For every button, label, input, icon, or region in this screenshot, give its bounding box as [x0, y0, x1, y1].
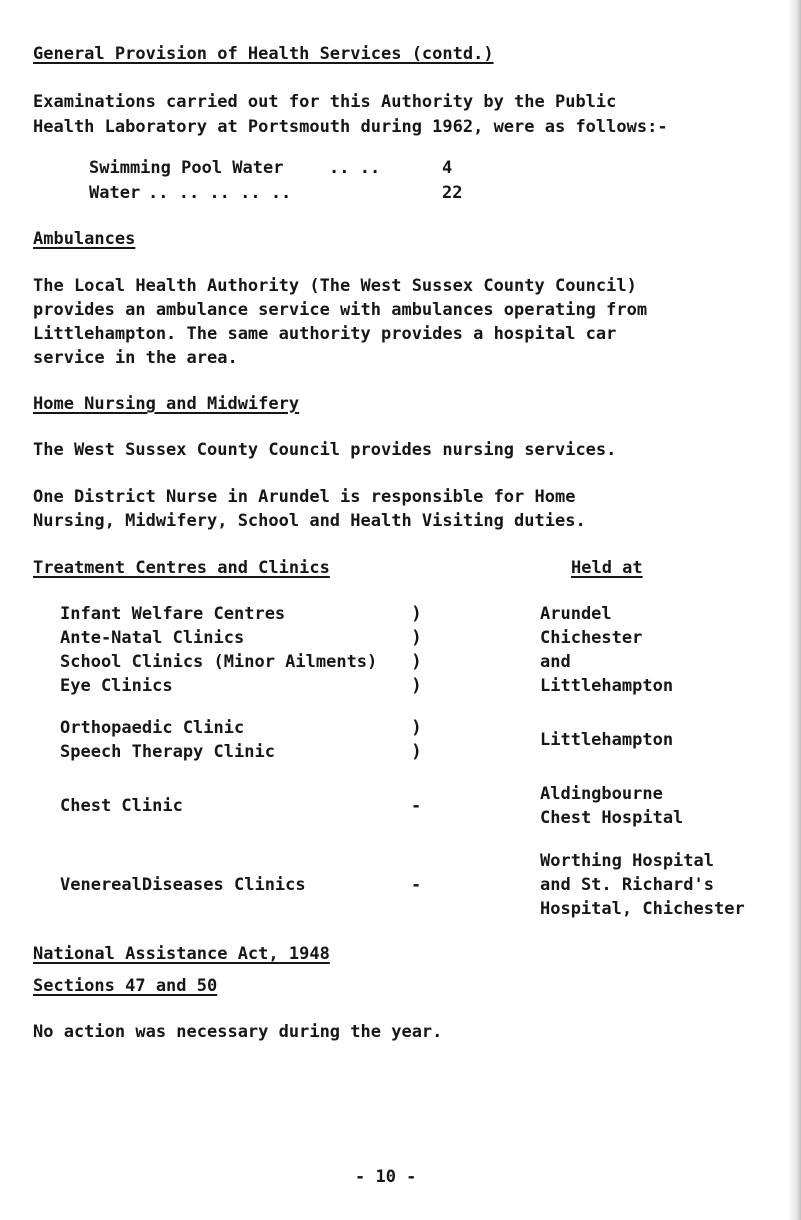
- clinic-location: Littlehampton: [540, 676, 674, 696]
- clinic-location: Chichester: [540, 628, 643, 648]
- page-number: - 10 -: [355, 1167, 417, 1187]
- home-nursing-heading: Home Nursing and Midwifery: [33, 394, 300, 414]
- clinic-location: Chest Hospital: [540, 808, 684, 828]
- page-title: General Provision of Health Services (contd.): [33, 44, 494, 64]
- clinic-item: Speech Therapy Clinic: [60, 742, 275, 762]
- bracket-mark: ): [411, 627, 422, 648]
- page-edge-shadow: [787, 0, 801, 1220]
- clinic-location: Hospital, Chichester: [540, 899, 745, 919]
- clinic-location: and St. Richard's: [540, 875, 714, 895]
- ambulances-line-3: Littlehampton. The same authority provides a hospital car: [33, 324, 617, 344]
- examination-item-dots: .. .. .. .. ..: [148, 183, 292, 203]
- held-at-heading: Held at: [571, 558, 643, 578]
- ambulances-line-2: provides an ambulance service with ambulances operating from: [33, 300, 648, 320]
- dash-mark: -: [411, 875, 422, 895]
- clinic-item: Infant Welfare Centres: [60, 604, 286, 624]
- national-assistance-text: No action was necessary during the year.: [33, 1022, 443, 1042]
- bracket-mark: ): [411, 717, 422, 738]
- clinic-item: School Clinics (Minor Ailments): [60, 652, 378, 672]
- clinic-location: Littlehampton: [540, 730, 674, 750]
- clinic-item: VenerealDiseases Clinics: [60, 875, 306, 895]
- clinic-item: Eye Clinics: [60, 676, 173, 696]
- bracket-mark: ): [411, 651, 422, 672]
- clinic-location: Aldingbourne: [540, 784, 663, 804]
- ambulances-line-1: The Local Health Authority (The West Sussex County Council): [33, 276, 637, 296]
- examination-item-count: 4: [442, 158, 453, 178]
- home-nursing-para-1: The West Sussex County Council provides nursing services.: [33, 440, 617, 460]
- clinic-location: Worthing Hospital: [540, 851, 714, 871]
- home-nursing-para-2-line-1: One District Nurse in Arundel is responsible for Home: [33, 487, 576, 507]
- bracket-mark: ): [411, 675, 422, 696]
- ambulances-line-4: service in the area.: [33, 348, 238, 368]
- clinic-item: Ante-Natal Clinics: [60, 628, 245, 648]
- home-nursing-para-2-line-2: Nursing, Midwifery, School and Health Visiting duties.: [33, 511, 586, 531]
- dash-mark: -: [411, 796, 422, 816]
- clinic-location: Arundel: [540, 604, 612, 624]
- clinic-item: Chest Clinic: [60, 796, 183, 816]
- clinic-item: Orthopaedic Clinic: [60, 718, 245, 738]
- examinations-intro-line-1: Examinations carried out for this Authority by the Public: [33, 92, 617, 112]
- examinations-intro-line-2: Health Laboratory at Portsmouth during 1962, were as follows:-: [33, 117, 668, 137]
- national-assistance-heading: National Assistance Act, 1948: [33, 944, 330, 964]
- examination-item-count: 22: [442, 183, 463, 203]
- bracket-mark: ): [411, 603, 422, 624]
- clinic-location: and: [540, 652, 571, 672]
- examination-item-dots: .. ..: [329, 158, 381, 178]
- ambulances-heading: Ambulances: [33, 229, 136, 249]
- treatment-heading: Treatment Centres and Clinics: [33, 558, 330, 578]
- bracket-mark: ): [411, 741, 422, 762]
- sections-subheading: Sections 47 and 50: [33, 976, 218, 996]
- examination-item-label: Swimming Pool Water: [89, 158, 284, 178]
- examination-item-label: Water: [89, 183, 141, 203]
